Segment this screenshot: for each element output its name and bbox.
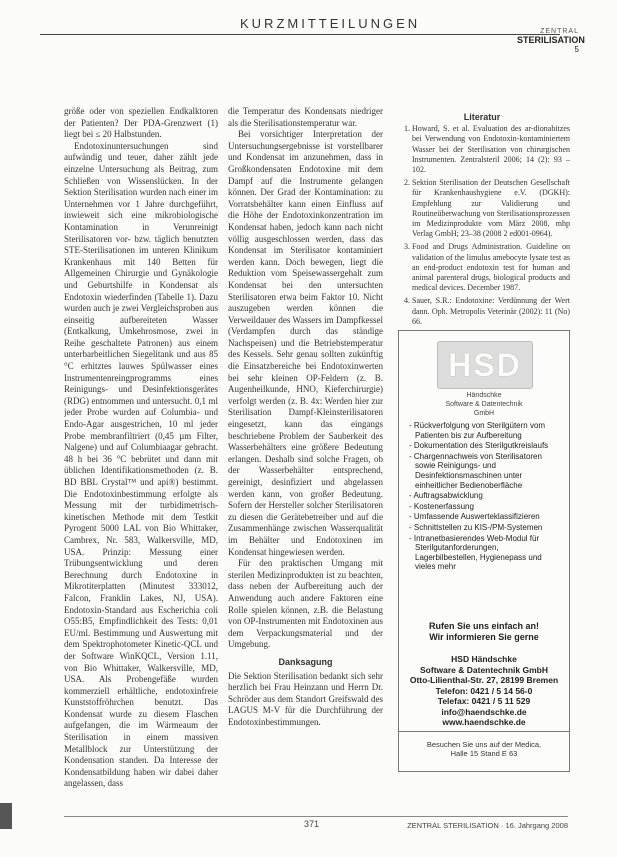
paragraph: größe oder von speziellen Endkalktoren der Patienten? Der PDA-Grenzwert (1) liegt bei ≤ 20 Halbstunden. xyxy=(64,106,218,140)
ad-call-line: Rufen Sie uns einfach an! xyxy=(428,621,540,631)
ad-feature-item: - Chargennachweis von Sterilisatoren sowie Reinigungs- und Desinfektionsmaschinen unter einheitlicher Bedienoberfläche xyxy=(409,451,542,490)
ad-company-line: Software & Datentechnik xyxy=(445,401,523,408)
ad-feature-item: - Kostenerfassung xyxy=(409,501,474,511)
ad-company-line: Händschke xyxy=(466,392,502,399)
reference-item: 2. Sektion Sterilisation der Deutschen Gesellschaft für Krankenhaushygiene e.V. (DGKH): Empfehlung zur Validierung und Routineüberwachung von Sterilisationsprozessen im Medizinprodukte vom März 2008, mhp Verlag GmbH; 23–38 (2008 2 ed001-0964). xyxy=(412,178,570,239)
ad-address xyxy=(399,654,569,728)
references-list xyxy=(394,124,570,327)
ad-feature-item: - Dokumentation des Sterilgutkreislaufs xyxy=(409,441,549,451)
ad-footer xyxy=(399,731,569,771)
references-column xyxy=(394,106,570,330)
ad-feature-item: - Auftragsabwicklung xyxy=(409,491,483,501)
journal-citation: ZENTRAL STERILISATION · 16. Jahrgang 2008 xyxy=(407,821,568,830)
ad-address-line: Software & Datentechnik GmbH xyxy=(420,664,548,675)
logo-line2: STERILISATION xyxy=(517,35,585,45)
hsd-advertisement xyxy=(398,330,570,772)
ad-email-link[interactable]: info@haendschke.de xyxy=(441,706,527,717)
section-title: KURZMITTEILUNGEN xyxy=(240,16,421,31)
ad-address-line: Otto-Lilienthal-Str. 27, 28199 Bremen xyxy=(409,675,559,685)
ad-feature-item: - Intranetbasierendes Web-Modul für Sterilgutanforderungen, Lagerbilbestellen, Hygienepass und vieles mehr xyxy=(409,533,542,572)
ad-feature-item: - Rückverfolgung von Sterilgütern vom Patienten bis zur Aufbereitung xyxy=(409,421,546,440)
reference-item: 1. Howard, S. et al. Evaluation des ar-dionabitzes bei Verwendung von Endotoxin-kontaminiertem Wasser bei der Sterilisation von chirurgischen Instrumenten. Zentralsteril 2006; 14 (2): 93 – 102. xyxy=(412,124,570,175)
page-header xyxy=(40,16,560,35)
margin-marker xyxy=(0,803,12,829)
ad-call-line: Wir informieren Sie gerne xyxy=(429,632,539,642)
paragraph: die Temperatur des Kondensats niedriger als die Sterilisationstemperatur war. xyxy=(228,106,383,128)
reference-item: 3. Food and Drugs Administration. Guideline on validation of the limulus amebocyte lysate test as an end-product endotoxin test for human and animal parenteral drugs, biological products and medical devices. December 1987. xyxy=(412,242,570,293)
hsd-logo: HSD xyxy=(437,341,533,389)
logo-line1: ZENTRAL xyxy=(540,28,579,35)
ad-address-line: HSD Händschke xyxy=(451,654,517,664)
acknowledgement-text: Die Sektion Sterilisation bedankt sich sehr herzlich bei Frau Heinzann und Herrn Dr. Schröder aus dem Standort Greifswald des LAGUS M-V für die Durchführung der Endotoxinbestimmungen. xyxy=(228,670,383,727)
ad-feature-list xyxy=(409,421,561,573)
paragraph: Für den praktischen Umgang mit sterilen Medizinprodukten ist zu beachten, dass neben der Aufbereitung auch der Anwendung auch andere Faktoren eine Rolle spielen können, z.B. die Belastung von OP-Instrumenten mit Endotoxinen aus dem Verpackungsmaterial und der Umgebung. xyxy=(228,558,383,650)
ad-feature-item: - Umfassende Auswerteklassifizieren xyxy=(409,512,540,522)
reference-item: 4. Sauer, S.R.: Endotoxine: Verdünnung der Wert dann. Oph. Metropolis Veterinär (2002): 11 (No) 66. xyxy=(412,296,570,327)
text-column-1 xyxy=(64,106,218,818)
logo-line3: 5 xyxy=(574,45,579,54)
ad-company-name xyxy=(399,391,569,418)
paragraph: Bei vorsichtiger Interpretation der Untersuchungsergebnisse ist vorstellbarer und Kondensat im anzunehmen, dass in Großkondensaten Endotoxine mit dem Dampf auf die Instrumente gelangen können. Der Grad der Kontamination: zu Vorratsbehälter kann einen Einfluss auf die Höhe der Endotoxinkonzentration im Kondensat haben, jedoch kann nach nicht völlig ausgeschlossen werden, dass das Kondensat im Sterilisator kontaminiert werden kann. Doch bewegen, liegt die Reduktion vom Speisewassergehalt zum Kondensat bei den untersuchten Sterilisatoren etwa beim Faktor 10. Nicht auszugeben werden können die Verweildauer des Wassers im Dampfkessel (Verdampfen durch das ständige Nachspeisen) und die Betriebstemperatur des Kessels. Sehr genau sollten zukünftig die Einsatzbereiche bei Endotoxinwerten bei sehr kleinen OP-Feldern (z. B. Augenheilkunde, HNO, Kieferchirurgie) verfolgt werden (z. B. 4x: Werden hier zur Sterilisation Dampf-Kleinsterilisatoren eingesetzt, kann das eingangs beschriebene Problem der Sauberkeit des Wasserbehälters eine größere Bedeutung erlangen. Deshalb sind solche Fragen, ob der Wasserbehälter entsprechend, gereinigt, desinfiziert und abgelassen werden kann, von großer Bedeutung. Sofern der Hersteller solcher Sterilisatoren zu diesen die Gerätebetreiber und auf die Zusammenhänge zwischen Wasserqualität im Behälter und Endotoxinen im Kondensat hingewiesen werden. xyxy=(228,129,383,557)
ad-address-line: Telefon: 0421 / 5 14 56-0 xyxy=(435,685,533,696)
ad-company-line: GmbH xyxy=(473,410,495,417)
journal-logo xyxy=(517,28,585,54)
ad-footer-line: Halle 15 Stand E 63 xyxy=(450,749,518,758)
ad-feature-item: - Schnittstellen zu KIS-/PM-Systemen xyxy=(409,522,543,532)
ad-address-line: Telefax: 0421 / 5 11 529 xyxy=(437,696,531,706)
references-heading: Literatur xyxy=(463,112,501,122)
paragraph: Endotoxinuntersuchungen sind aufwändig und teuer, daher zählt jede einzelne Untersuchung als Beitrag, zum Schließen von Wissenslücken. In der Sektion Sterilisation wurden nach einer im Unternehmen vor 1 Jahre durchgeführt, inwieweit sich eine mikrobiologische Kontamination in Verunreinigt Sterilisatoren vor- bzw. täglich benutzten STE-Sterilisationen im unteren Klinikum Krankenhaus mit 140 Betten für Allgemeinen Chirurgie und Gynäkologie und Geburtshilfe in Kondensat als Endotoxin wiederfinden (Tabelle 1). Dazu wurden auch je zwei Vergleichsproben aus einseitig aufbereiteten Wasser (Entkalkung, Umkehrosmose, zwei in Reihe geschaltete Patronen) aus einem unterbarbeitlichen Siegelitank und aus 85 °C erhitztes lauwes Spülwasser eines Instrumentenreingprogramms eines Reinigungs- und Desinfektionsgerätes (RDG) entnommen und untersucht. 0,1 ml jeder Probe wurden auf Columbia- und Endo-Agar ausgestrichen, 10 ml jeder Probe membranfiltriert (0,45 µm Filter, Nalgene) und auf Columbiaagar gebracht. 48 h bei 36 °C bebrütet und dann mit üblichen Identifikationsmethoden (z. B. BD BBL Crystal™ und api®) bestimmt. Die Endotoxinbestimmung erfolgte als Messung mit der turbidimetrisch-kinetischen Methode mit dem Testkit Pyrogent 5000 LAL von Bio Whittaker, Cambrex, Nr. 583, Walkersville, MD, USA. Prinzip: Messung einer Trübungsentwicklung und deren Berechnung durch Endotoxine in Mikrotiterplatten (Minutest 333012, Falcon, Franklin Lakes, NJ, USA). Endotoxin-Standard aus Escherichia coli O55:B5, Empfindlichkeit des Tests: 0,01 EU/ml. Bestimmung und Auswertung mit dem Spektrophotometer Kinetic-QCL und der Software WinKQCL, Version 1.11, von Bio Whittaker, Walkersville, MD, USA. Als Probengefäße wurden kommerziell erhältliche, endotoxinfreie Kunststoffröhrchen benutzt. Das Kondensat wurde zu diesem Flaschen aufgefangen, die im Wärmeaum der Sterilisation in einem massiven Metallblock zur Unterstützung der Kondensation standen. Da Interesse der Kondensatbildung haben wir dabei daher angelassen, dass xyxy=(64,140,218,789)
acknowledgement-heading: Danksagung xyxy=(278,656,333,667)
ad-call-to-action xyxy=(399,621,569,643)
ad-website-link[interactable]: www.haendschke.de xyxy=(442,717,526,727)
page-footer xyxy=(64,816,568,831)
text-column-2 xyxy=(228,106,383,818)
page-number: 371 xyxy=(304,819,320,829)
ad-footer-line: Besuchen Sie uns auf der Medica, xyxy=(426,740,542,749)
